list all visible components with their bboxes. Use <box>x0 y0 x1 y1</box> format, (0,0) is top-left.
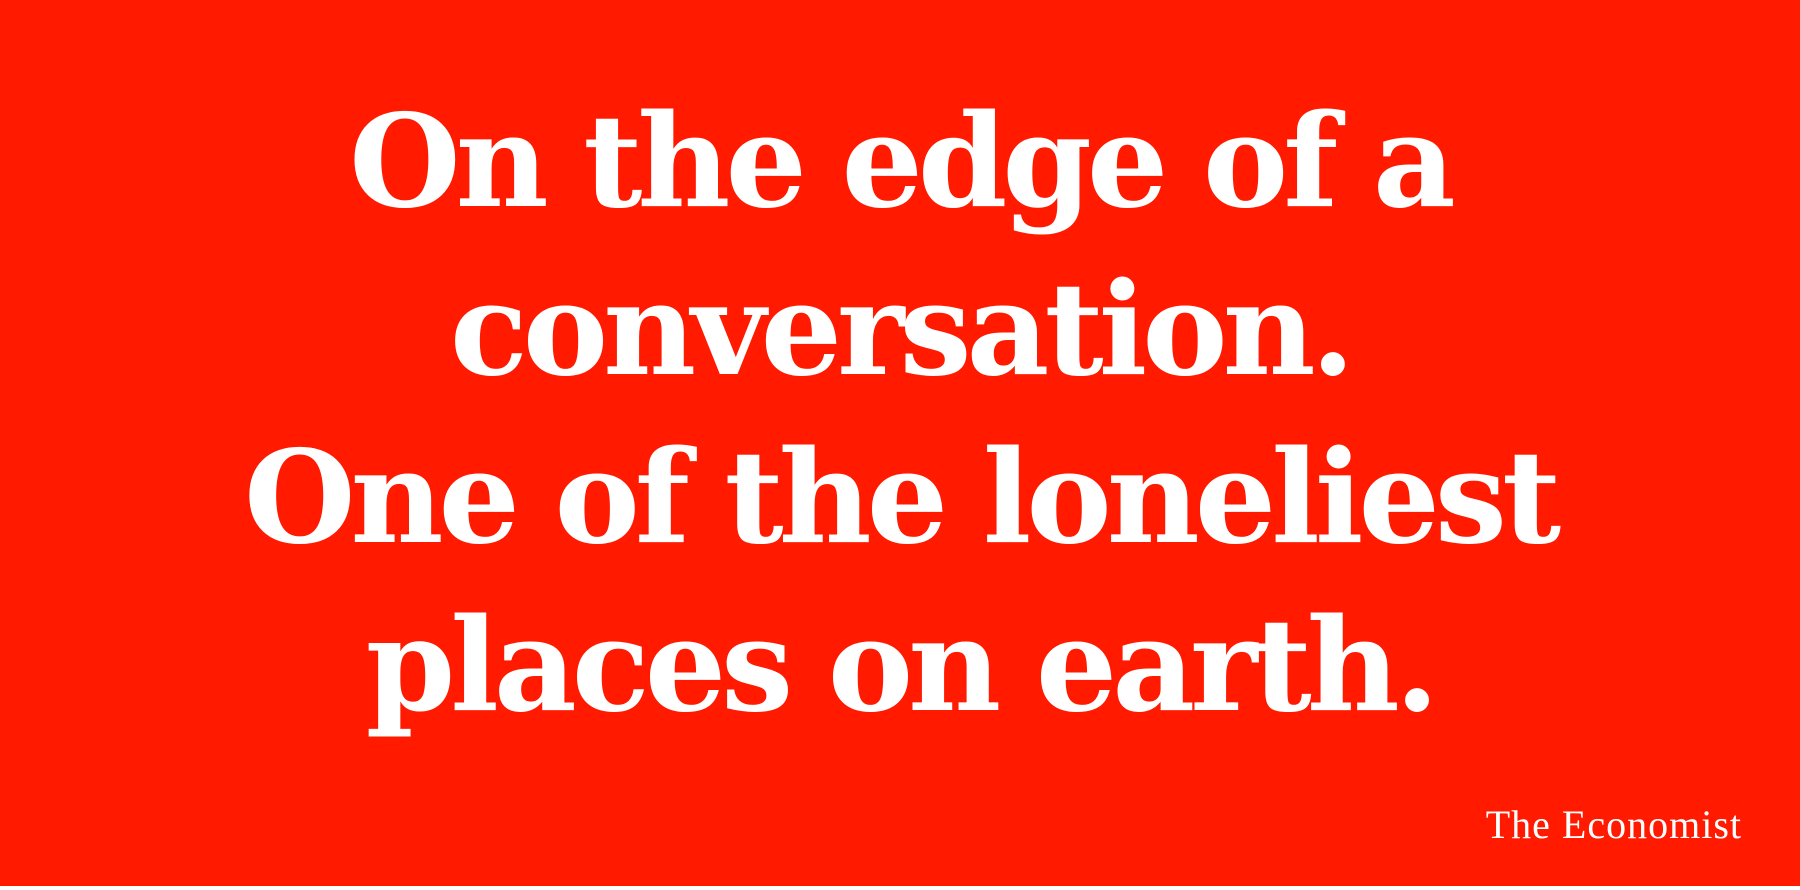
brand-logo: The Economist <box>1485 802 1742 847</box>
headline-line-3: One of the loneliest <box>243 423 1557 573</box>
headline-line-1: On the edge of a <box>349 87 1451 237</box>
headline-line-2: conversation. <box>449 255 1351 405</box>
headline-line-4: places on earth. <box>365 591 1435 741</box>
bottom-border <box>0 886 1800 890</box>
headline <box>0 78 1800 750</box>
